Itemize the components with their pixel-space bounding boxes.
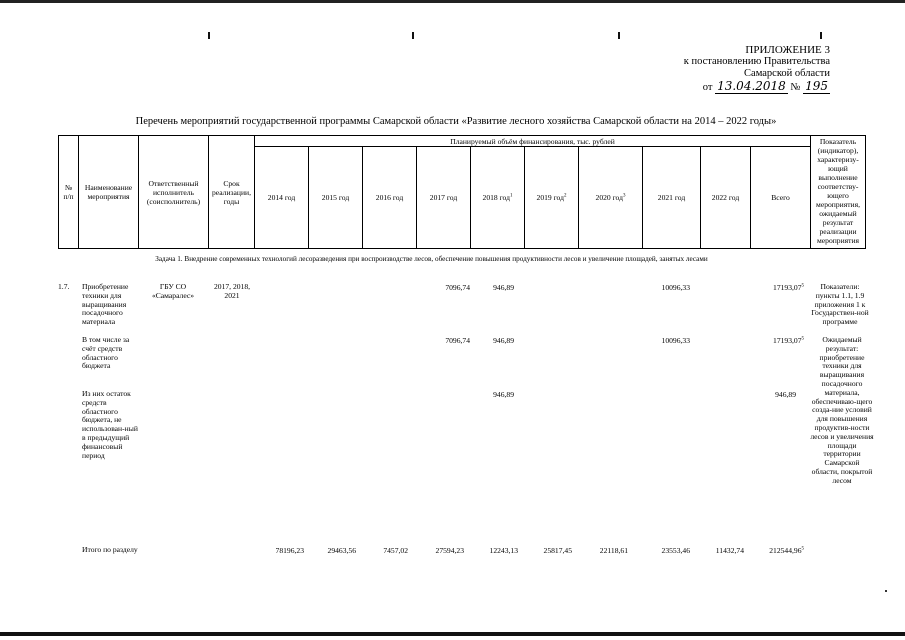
scan-mark	[618, 32, 620, 39]
header-num: № п/п	[59, 136, 79, 249]
header-year: 2014 год	[255, 147, 309, 249]
row-name: Итого по разделу	[82, 545, 138, 554]
row-period: 2017, 2018, 2021	[213, 282, 251, 300]
scan-mark	[208, 32, 210, 39]
appendix-line3: Самарской области	[744, 68, 830, 79]
row-name: Из них остаток средств областного бюджета, не использован-ный в предыдущий финансовый период	[82, 389, 138, 460]
row-name: В том числе за счёт средств областного бюджета	[82, 335, 130, 371]
row-indicator: Показатели: пункты 1.1, 1.9 приложения 1 к Государствен-ной программе	[811, 282, 869, 327]
value-2018: 946,89	[493, 283, 514, 292]
itogo-2022: 11432,74	[715, 546, 744, 555]
itogo-2018: 12243,13	[489, 546, 518, 555]
header-year: 2017 год	[417, 147, 471, 249]
decree-number: 195	[805, 79, 828, 93]
itogo-2019: 25817,45	[543, 546, 572, 555]
row-responsible: ГБУ СО «Самаралес»	[151, 282, 195, 300]
header-funding: Планируемый объём финансирования, тыс. рублей	[255, 136, 811, 147]
header-total: Всего	[751, 147, 811, 249]
task-row: Задача 1. Внедрение современных технологий лесоразведения при воспроизводстве лесов, обеспечение повышения продуктивности лесов и увеличение площадей, занятых лесами	[155, 255, 708, 263]
itogo-2016: 7457,02	[383, 546, 408, 555]
value-2017: 7096,74	[445, 283, 470, 292]
itogo-2020: 22118,61	[599, 546, 628, 555]
appendix-title: ПРИЛОЖЕНИЕ 3	[745, 44, 830, 56]
value-total: 946,89	[775, 390, 796, 399]
number-label: №	[790, 82, 801, 93]
itogo-2015: 29463,56	[327, 546, 356, 555]
appendix-line2: к постановлению Правительства	[683, 56, 830, 67]
appendix-date-line	[570, 80, 830, 94]
decree-date: 13.04.2018	[717, 79, 786, 93]
value-2021: 10096,33	[661, 283, 690, 292]
header-year: 2021 год	[643, 147, 701, 249]
scan-mark	[412, 32, 414, 39]
from-label: от	[702, 82, 713, 93]
row-name: Приобретение техники для выращивания посадочного материала	[82, 282, 129, 327]
document-title: Перечень мероприятий государственной программы Самарской области «Развитие лесного хозяйства Самарской области на 2014 – 2022 годы»	[135, 116, 777, 127]
header-year: 2016 год	[363, 147, 417, 249]
value-total: 17193,07$^5$	[773, 283, 804, 292]
value-2021: 10096,33	[661, 336, 690, 345]
scan-speck	[885, 590, 887, 592]
scan-mark	[820, 32, 822, 39]
itogo-2021: 23553,46	[661, 546, 690, 555]
program-table	[58, 135, 866, 249]
header-responsible: Ответственный исполнитель (соисполнитель)	[139, 136, 209, 249]
header-year: 2022 год	[701, 147, 751, 249]
value-2018: 946,89	[493, 336, 514, 345]
header-indicator: Показатель (индикатор), характеризу-ющий выполнение соответству-ющего мероприятия, ожидаемый результат реализации мероприятия	[811, 136, 866, 249]
itogo-2014: 78196,23	[275, 546, 304, 555]
value-2018: 946,89	[493, 390, 514, 399]
header-year: 2018 год$^1$	[471, 147, 525, 249]
appendix-header	[570, 44, 830, 94]
value-total: 17193,07$^5$	[773, 336, 804, 345]
value-2017: 7096,74	[445, 336, 470, 345]
itogo-total: 212544,96$^5$	[769, 546, 804, 555]
header-year: 2019 год$^2$	[525, 147, 579, 249]
header-year: 2020 год$^3$	[579, 147, 643, 249]
header-period: Срок реализации, годы	[209, 136, 255, 249]
row-num: 1.7.	[58, 282, 70, 291]
header-year: 2015 год	[309, 147, 363, 249]
bottom-border	[0, 632, 905, 636]
row-indicator: Ожидаемый результат: приобретение техники для выращивания посадочного материала, обеспечиваю-щего созда-ние условий для повышения продуктив-ности лесов и увеличения площади территории Самарской области, покрытой лесом	[810, 335, 874, 485]
top-border	[0, 0, 905, 3]
itogo-2017: 27594,23	[435, 546, 464, 555]
header-name: Наименование мероприятия	[79, 136, 139, 249]
